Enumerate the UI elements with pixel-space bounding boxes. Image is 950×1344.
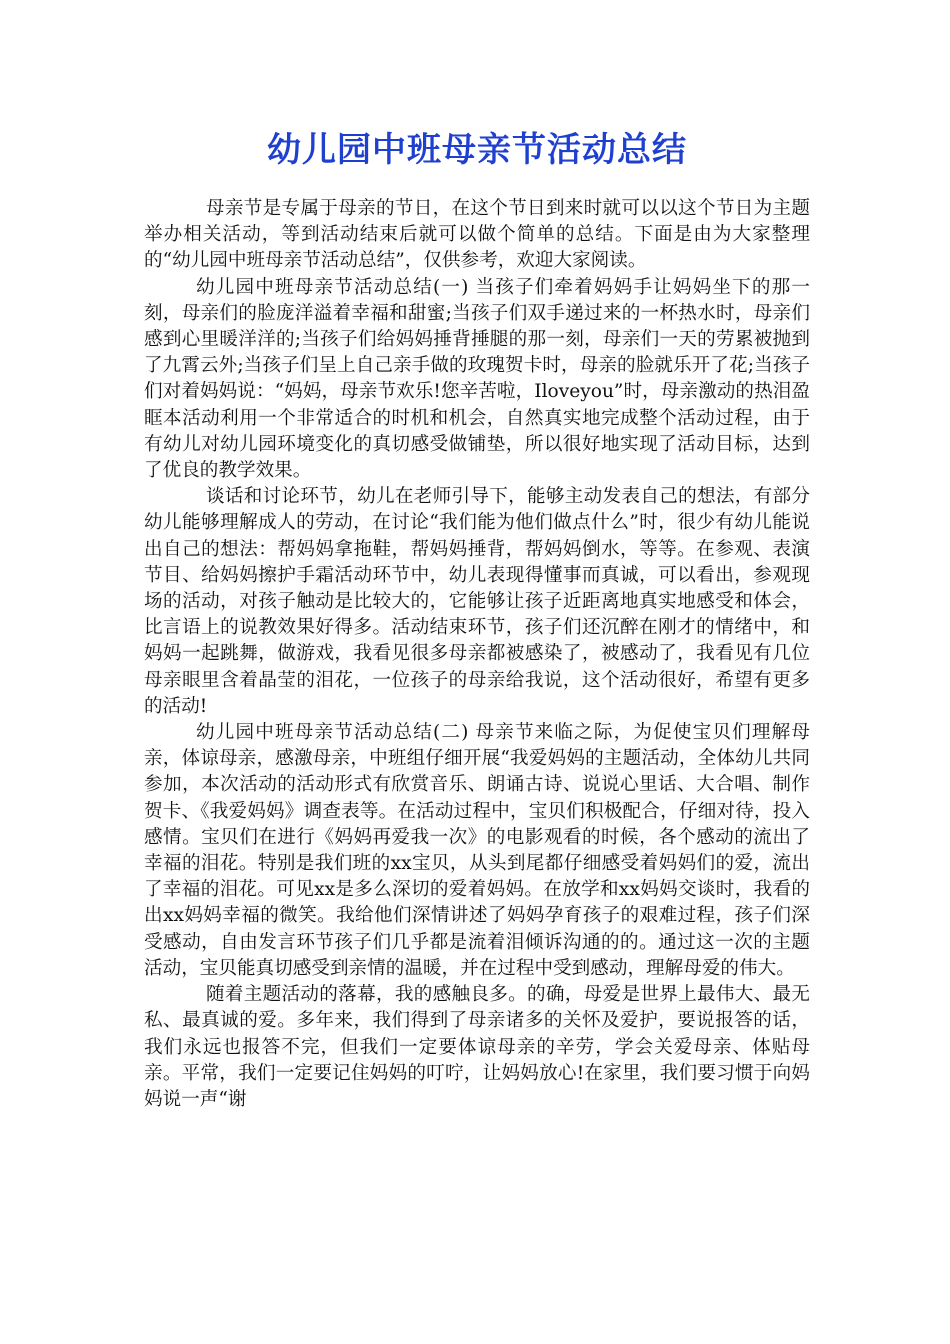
paragraph-intro: 母亲节是专属于母亲的节日，在这个节日到来时就可以以这个节日为主题举办相关活动，等到活动结束后就可以做个简单的总结。下面是由为大家整理的“幼儿园中班母亲节活动总结”，仅供参考，欢迎大家阅读。 xyxy=(144,198,810,272)
paragraph-discussion: 谈话和讨论环节，幼儿在老师引导下，能够主动发表自己的想法，有部分幼儿能够理解成人的劳动，在讨论“我们能为他们做点什么”时，很少有幼儿能说出自己的想法：帮妈妈拿拖鞋，帮妈妈捶背，帮妈妈倒水，等等。在参观、表演节目、给妈妈擦护手霜活动环节中，幼儿表现得懂事而真诚，可以看出，参观现场的活动，对孩子触动是比较大的，它能够让孩子近距离地真实地感受和体会，比言语上的说教效果好得多。活动结束环节，孩子们还沉醉在刚才的情绪中，和妈妈一起跳舞，做游戏，我看见很多母亲都被感染了，被感动了，我看见有几位母亲眼里含着晶莹的泪花，一位孩子的母亲给我说，这个活动很好，希望有更多的活动! xyxy=(144,486,810,717)
document-title: 幼儿园中班母亲节活动总结 xyxy=(267,130,687,170)
document-page xyxy=(144,118,810,1113)
paragraph-reflection: 随着主题活动的落幕，我的感触良多。的确，母爱是世界上最伟大、最无私、最真诚的爱。多年来，我们得到了母亲诸多的关怀及爱护，要说报答的话，我们永远也报答不完，但我们一定要体谅母亲的辛劳，学会关爱母亲、体贴母亲。平常，我们一定要记住妈妈的叮咛，让妈妈放心!在家里，我们要习惯于向妈妈说一声“谢 xyxy=(144,984,810,1110)
paragraph-summary-one: 幼儿园中班母亲节活动总结(一) 当孩子们牵着妈妈手让妈妈坐下的那一刻，母亲们的脸庞洋溢着幸福和甜蜜;当孩子们双手递过来的一杯热水时，母亲们感到心里暖洋洋的;当孩子们给妈妈捶背捶腿的那一刻，母亲们一天的劳累被抛到了九霄云外;当孩子们呈上自己亲手做的玫瑰贺卡时，母亲的脸就乐开了花;当孩子们对着妈妈说：“妈妈，母亲节欢乐!您辛苦啦，Iloveyou”时，母亲激动的热泪盈眶本活动利用一个非常适合的时机和机会，自然真实地完成整个活动过程，由于有幼儿对幼儿园环境变化的真切感受做铺垫，所以很好地实现了活动目标，达到了优良的教学效果。 xyxy=(144,276,810,482)
paragraph-summary-two: 幼儿园中班母亲节活动总结(二) 母亲节来临之际，为促使宝贝们理解母亲，体谅母亲，感激母亲，中班组仔细开展“我爱妈妈的主题活动，全体幼儿共同参加，本次活动的活动形式有欣赏音乐、朗诵古诗、说说心里话、大合唱、制作贺卡、《我爱妈妈》调查表等。在活动过程中，宝贝们积极配合，仔细对待，投入感情。宝贝们在进行《妈妈再爱我一次》的电影观看的时候，各个感动的流出了幸福的泪花。特别是我们班的xx宝贝，从头到尾都仔细感受着妈妈们的爱，流出了幸福的泪花。可见xx是多么深切的爱着妈妈。在放学和xx妈妈交谈时，我看的出xx妈妈幸福的微笑。我给他们深情讲述了妈妈孕育孩子的艰难过程，孩子们深受感动，自由发言环节孩子们几乎都是流着泪倾诉沟通的的。通过这一次的主题活动，宝贝能真切感受到亲情的温暖，并在过程中受到感动，理解母爱的伟大。 xyxy=(144,722,810,979)
